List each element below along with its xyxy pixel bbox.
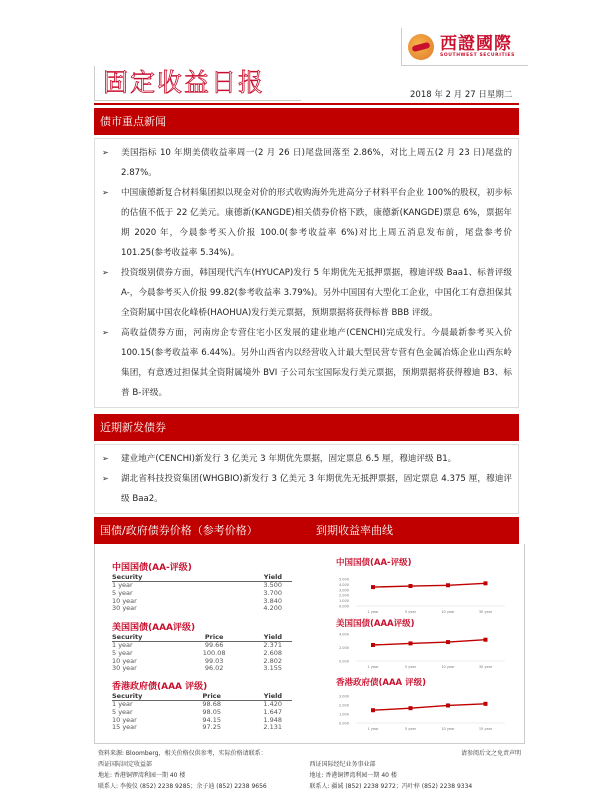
x-tick-label: 30 year	[478, 610, 493, 614]
bond-table-0	[112, 560, 292, 613]
disclaimer-link[interactable]: 请参阅后文之免责声明	[460, 750, 521, 757]
cell-yield: 2.371	[263, 641, 282, 649]
table-title: 美国国债(AAA评级)	[112, 623, 196, 633]
data-point	[446, 703, 450, 707]
cell-security: 5 year	[112, 648, 133, 657]
data-point	[409, 641, 413, 645]
cell-price: 96.02	[204, 664, 224, 673]
cell-yield: 1.948	[263, 715, 282, 724]
cell-security: 1 year	[112, 700, 133, 708]
cell-yield: 4.200	[263, 604, 282, 613]
cell-security: 30 year	[112, 664, 137, 673]
data-point	[371, 643, 375, 647]
x-tick-label: 10 year	[441, 610, 455, 614]
new-bonds-list	[94, 444, 519, 514]
y-tick-label: 5.000	[338, 577, 349, 582]
logo-en: SOUTHWEST SECURITIES	[440, 53, 515, 58]
y-tick-label: 2.000	[338, 593, 349, 598]
cell-security: 10 year	[112, 656, 137, 665]
data-point	[484, 638, 488, 642]
cell-security: 5 year	[112, 707, 133, 716]
price-table	[112, 633, 292, 673]
report-title: 固定收益日报	[94, 66, 301, 101]
data-point	[446, 640, 450, 644]
y-tick-label: 1.000	[338, 599, 349, 604]
section-new-bonds-header: 近期新发债券	[94, 414, 519, 441]
table-row	[112, 605, 292, 613]
footer-left-contact: 联系人: 李俊仪 (852) 2238 9285；余子迪 (852) 2238 9656	[98, 783, 267, 790]
cell-price: 94.15	[202, 715, 221, 724]
table-row	[112, 724, 292, 732]
news-list	[94, 138, 519, 408]
x-tick-label: 5 year	[404, 665, 417, 669]
col-header: Price	[192, 692, 231, 701]
cell-price: 98.05	[202, 707, 221, 716]
y-tick-label: 0.000	[338, 659, 349, 664]
x-tick-label: 1 year	[367, 610, 379, 614]
footer-right-dept: 西证国际经纪业务事业部	[309, 761, 376, 768]
col-header: Yield	[192, 573, 292, 582]
logo-cn: 西證國際	[440, 34, 512, 54]
cell-price: 100.08	[202, 648, 226, 657]
x-tick-label: 10 year	[441, 665, 455, 669]
cell-yield: 3.840	[263, 596, 282, 605]
x-tick-label: 15 year	[478, 727, 493, 731]
bond-price-panel	[94, 544, 525, 744]
data-point	[409, 584, 413, 588]
table-title: 香港政府债(AAA 评级)	[112, 682, 208, 692]
footer-contacts	[94, 759, 525, 792]
cell-security: 5 year	[112, 588, 133, 597]
table-row	[112, 665, 292, 673]
list-item: ➢ 高收益债券方面，河南房企专营住宅小区发展的建业地产(CENCHI)完成发行。今晨最新参考买入价 100.15(参考收益率 6.44%)。另外山西省内以经营收入计最大型民营专营有色金属冶炼企业山西东岭集团，有意透过担保其全资附属境外 BVI 子公司东宝国际发行美元票据，预期票据将获得穆迪 B3、标普 B-评级。	[95, 323, 518, 403]
data-point	[371, 708, 375, 712]
cell-yield: 1.420	[263, 700, 282, 708]
cell-price: 99.03	[204, 656, 224, 665]
footer-top-row	[94, 748, 525, 759]
curve-title: 到期收益率曲线	[316, 524, 393, 537]
y-tick-label: 0.000	[338, 604, 349, 609]
y-tick-label: 0.000	[338, 721, 349, 726]
footer-left-address: 地址: 香港铜锣湾利园一期 40 楼	[98, 772, 186, 779]
cell-yield: 3.700	[263, 588, 282, 597]
bond-table-2	[112, 679, 292, 732]
list-item: ➢ 美国指标 10 年期美债收益率周一(2 月 26 日)尾盘回落至 2.86%，对比上周五(2 月 23 日)尾盘的 2.87%。	[95, 143, 518, 183]
cell-yield: 2.131	[263, 723, 282, 732]
col-header: Yield	[236, 633, 292, 642]
divider	[94, 103, 519, 105]
y-tick-label: 2.000	[338, 646, 349, 650]
cell-yield: 1.647	[263, 707, 282, 716]
y-tick-label: 3.000	[338, 694, 349, 699]
cell-yield: 3.155	[263, 664, 282, 673]
list-item: ➢ 湖北省科技投资集团(WHGBIO)新发行 3 亿美元 3 年期优先无抵押票据，固定票息 4.375 厘，穆迪评级 Baa2。	[95, 469, 518, 509]
cell-security: 1 year	[112, 581, 133, 589]
y-tick-label: 4.000	[338, 632, 349, 637]
x-tick-label: 30 year	[478, 665, 493, 669]
yield-curve-charts	[301, 546, 531, 746]
series-line	[373, 704, 486, 710]
data-point	[409, 706, 413, 710]
footer-right-contact: 联系人: 疆诚 (852) 2238 9272；冯叶梓 (852) 2238 9334	[309, 783, 473, 790]
data-point	[371, 585, 375, 589]
series-line	[373, 583, 486, 587]
cell-security: 10 year	[112, 596, 137, 605]
y-tick-label: 4.000	[338, 582, 349, 587]
cell-price: 99.66	[204, 641, 224, 649]
x-tick-label: 1 year	[367, 727, 379, 731]
footer-right-address: 地址: 香港铜锣湾利园一期 40 楼	[309, 772, 397, 779]
logo-mark-icon	[408, 34, 434, 60]
footer-left-dept: 西证国际固定收益部	[98, 761, 153, 768]
chart-title: 美国国债(AAA评级)	[336, 619, 415, 629]
data-point	[484, 581, 488, 585]
price-table	[112, 573, 292, 613]
price-table	[112, 692, 292, 732]
col-header: Security	[112, 633, 192, 642]
chart-title: 香港政府债(AAA 评级)	[336, 678, 426, 688]
list-item: ➢ 投资级别债券方面，韩国现代汽车(HYUCAP)发行 5 年期优先无抵押票据，穆迪评级 Baa1、标普评级 A-，今晨参考买入价报 99.82(参考收益率 3.79%)。另外中国国有大型化工企业，中国化工有意担保其全资附属中国农化峰桥(HAOHUA)发行美元票据，预期票据将获得标普 BBB 评级。	[95, 263, 518, 323]
list-item: ➢ 建业地产(CENCHI)新发行 3 亿美元 3 年期优先票据，固定票息 6.5 厘，穆迪评级 B1。	[95, 449, 518, 469]
prices-title: 国债/政府债券价格（参考价格）	[100, 524, 258, 537]
x-tick-label: 5 year	[404, 727, 417, 731]
cell-yield: 2.608	[263, 648, 282, 657]
cell-yield: 2.802	[263, 656, 282, 665]
y-tick-label: 1.000	[338, 712, 349, 717]
cell-security: 15 year	[112, 723, 137, 732]
section-news-header: 债市重点新闻	[94, 108, 519, 135]
list-item: ➢ 中国康德新复合材料集团拟以现金对价的形式收购海外先进高分子材料平台企业 100%的股权，初步标的估值不低于 22 亿美元。康德新(KANGDE)相关债券价格下跌，康德新(KANGDE)票息 6%，票据年期 2020 年，今晨参考买入价报 100.0(参考收益率 6%)对比上周五消息发布前，尾盘参考价 101.25(参考收益率 5.34%)。	[95, 183, 518, 263]
cell-price: 97.25	[202, 723, 221, 732]
col-header: Yield	[231, 692, 292, 701]
y-tick-label: 3.000	[338, 588, 349, 593]
table-title: 中国国债(AA-评级)	[112, 563, 192, 573]
report-date: 2018 年 2 月 27 日星期二	[410, 90, 513, 100]
cell-price: 98.68	[202, 700, 221, 708]
source-note: 资料来源: Bloomberg，相关价格仅供参考，实际价格请联系：	[98, 750, 267, 757]
chart-title: 中国国债(AA-评级)	[336, 558, 412, 568]
data-point	[484, 702, 488, 706]
bond-table-1	[112, 620, 292, 673]
data-point	[446, 583, 450, 587]
cell-security: 1 year	[112, 641, 133, 649]
col-header: Security	[112, 692, 192, 701]
report-body	[94, 108, 525, 812]
x-tick-label: 5 year	[404, 610, 417, 614]
company-logo	[401, 28, 528, 66]
col-header: Security	[112, 573, 192, 582]
x-tick-label: 1 year	[367, 665, 379, 669]
col-header: Price	[192, 633, 236, 642]
section-prices-header	[94, 517, 519, 544]
series-line	[373, 640, 486, 645]
x-tick-label: 10 year	[441, 727, 455, 731]
cell-security: 30 year	[112, 604, 137, 613]
y-tick-label: 2.000	[338, 703, 349, 708]
cell-security: 10 year	[112, 715, 137, 724]
cell-yield: 3.500	[263, 581, 282, 589]
